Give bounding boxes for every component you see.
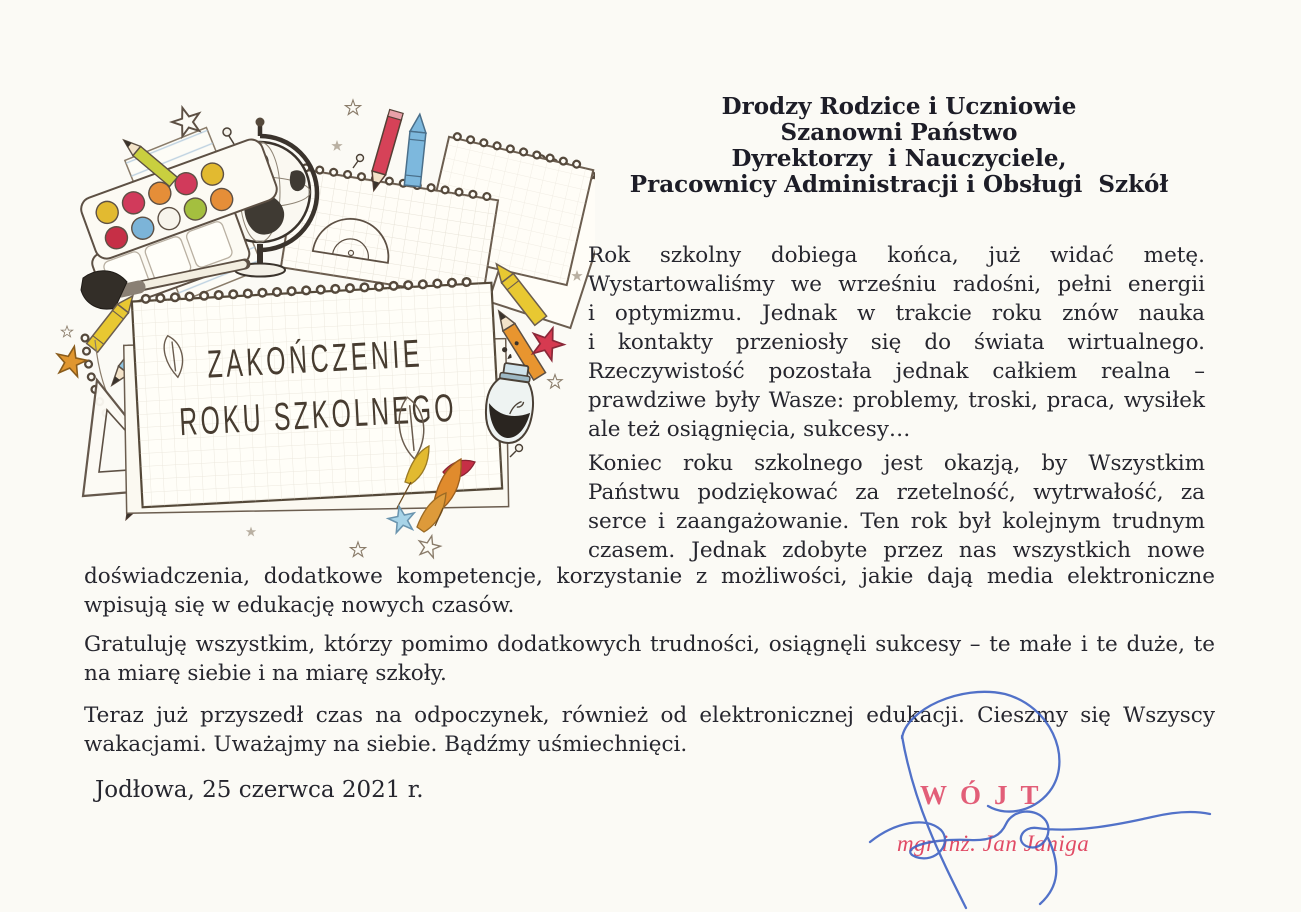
paragraph-2-fullwidth: [84, 562, 1215, 620]
text-line: Gratuluję wszystkim, którzy pomimo dodatkowych trudności, osiągnęli sukcesy – te małe i te duże, te: [84, 632, 1215, 657]
paragraph-3: [84, 630, 1215, 688]
text-line: czasem. Jednak zdobyte przez nas wszystkich nowe: [588, 538, 1205, 563]
paragraph-2-column: [588, 449, 1205, 565]
text-line: Rok szkolny dobiega końca, już widać metę.: [588, 243, 1205, 268]
school-supplies-illustration: [55, 80, 595, 570]
text-line: i optymizmu. Jednak w trakcie roku znów nauka: [588, 301, 1205, 326]
text-line: prawdziwe były Wasze: problemy, troski, praca, wysiłek: [588, 388, 1205, 413]
paragraph-4: [84, 701, 1215, 759]
paragraph-1: [588, 241, 1205, 444]
text-line: Pracownicy Administracji i Obsługi Szkół: [629, 171, 1169, 198]
banner-title-line1: ZAKOŃCZENIE: [206, 330, 425, 387]
text-line: wpisują się w edukację nowych czasów.: [84, 593, 515, 618]
text-line: Szanowni Państwo: [780, 119, 1018, 146]
text-line: Wystartowaliśmy we wrześniu radośni, pełni energii: [588, 272, 1205, 297]
crayon-icon: [404, 113, 427, 186]
text-line: Drodzy Rodzice i Uczniowie: [721, 93, 1077, 120]
text-line: serce i zaangażowanie. Ten rok był kolejnym trudnym: [588, 509, 1205, 534]
text-line: doświadczenia, dodatkowe kompetencje, korzystanie z możliwości, jakie dają media elektroniczne: [84, 564, 1215, 589]
text-line: ale też osiągnięcia, sukcesy…: [588, 417, 911, 442]
banner-title-line2: ROKU SZKOLNEGO: [178, 384, 458, 444]
stamp-title-wojt: WÓJT: [920, 780, 1052, 810]
text-line: wakacjami. Uważajmy na siebie. Bądźmy uśmiechnięci.: [84, 732, 688, 757]
text-line: Teraz już przyszedł czas na odpoczynek, również od elektronicznej edukacji. Cieszmy się Wszyscy: [84, 703, 1215, 728]
text-line: Koniec roku szkolnego jest okazją, by Wszystkim: [588, 451, 1205, 476]
dateline: Jodłowa, 25 czerwca 2021 r.: [95, 777, 424, 803]
text-line: Państwu podziękować za rzetelność, wytrwałość, za: [588, 480, 1205, 505]
text-line: Dyrektorzy i Nauczyciele,: [731, 145, 1067, 172]
letter-salutation: [588, 94, 1210, 198]
stamp-name: mgr inż. Jan Janiga: [897, 831, 1090, 856]
text-line: Rzeczywistość pozostała jednak całkiem realna –: [588, 359, 1205, 384]
text-line: i kontakty przeniosły się do świata wirtualnego.: [588, 330, 1205, 355]
text-line: na miarę siebie i na miarę szkoły.: [84, 661, 447, 686]
